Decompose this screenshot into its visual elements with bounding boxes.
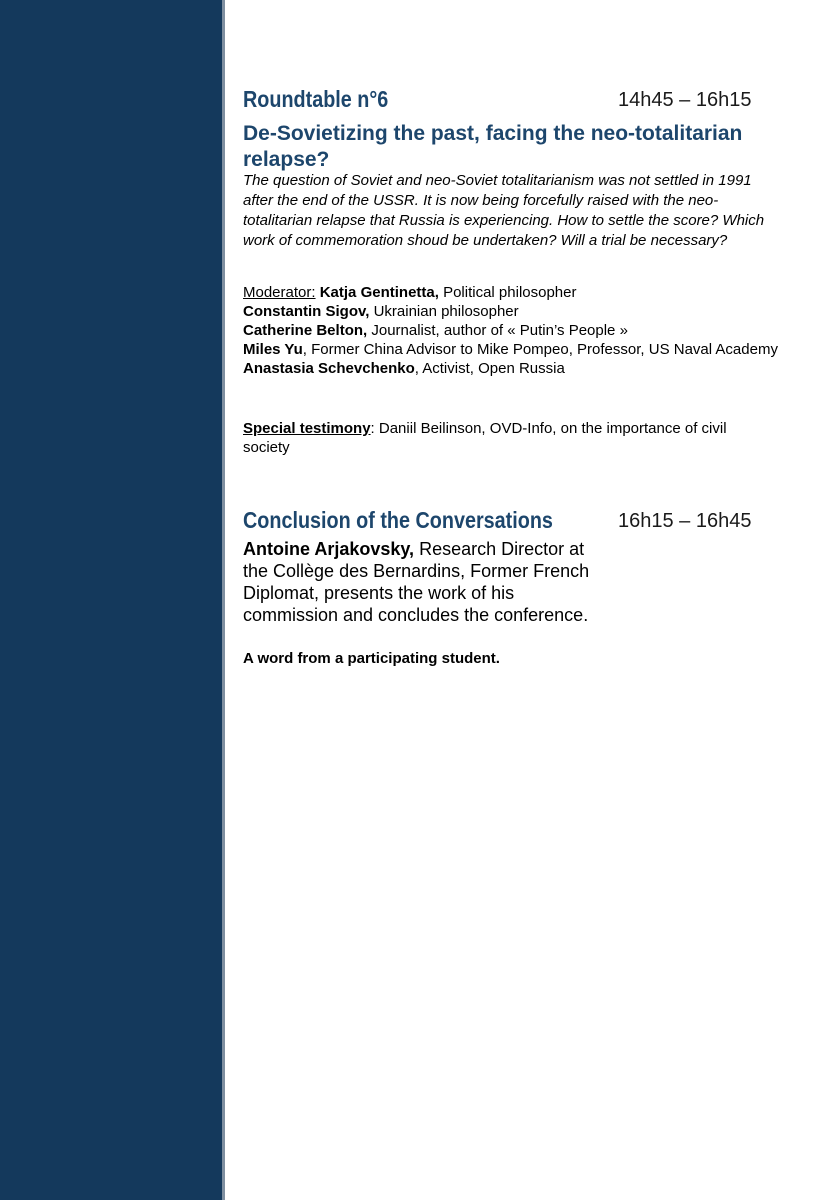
speaker-name: Miles Yu — [243, 341, 303, 358]
speaker-line — [243, 359, 788, 378]
speaker-line — [243, 340, 788, 359]
conclusion-speaker-text: Research Director at the Collège des Bernardins, Former French Diplomat, presents the work of his commission and concludes the conference. — [243, 539, 590, 625]
speaker-role: , Former China Advisor to Mike Pompeo, Professor, US Naval Academy — [302, 341, 778, 358]
conclusion-time: 16h15 – 16h45 — [618, 510, 752, 532]
speaker-name: Anastasia Schevchenko — [243, 360, 415, 377]
conclusion-text — [243, 538, 613, 626]
roundtable-heading: Roundtable n°6 — [243, 86, 389, 112]
sidebar-band — [0, 0, 225, 1200]
speaker-line — [243, 302, 788, 321]
roundtable-title: De-Sovietizing the past, facing the neo-totalitarian relapse? — [243, 122, 743, 171]
speaker-name: Constantin Sigov, — [243, 303, 370, 320]
moderator-line — [243, 283, 788, 302]
moderator-name: Katja Gentinetta, — [319, 284, 439, 301]
speaker-name: Catherine Belton, — [243, 322, 368, 339]
student-note: A word from a participating student. — [243, 650, 500, 667]
speaker-role: Journalist, author of « Putin’s People » — [371, 322, 628, 339]
speaker-role: , Activist, Open Russia — [414, 360, 565, 377]
special-testimony-label: Special testimony — [243, 420, 371, 437]
roundtable-description: The question of Soviet and neo-Soviet totalitarianism was not settled in 1991 after the end of the USSR. It is now being forcefully raised with the neo-totalitarian relapse that Russia is experiencing. How to settle the score? Which work of commemoration shoud be undertaken? Will a trial be necessary? — [243, 172, 765, 249]
participants-list — [243, 283, 788, 378]
moderator-role: Political philosopher — [443, 284, 577, 301]
special-testimony-text: : Daniil Beilinson, OVD-Info, on the importance of civil society — [243, 420, 727, 456]
speaker-role: Ukrainian philosopher — [373, 303, 519, 320]
speaker-line — [243, 321, 788, 340]
special-testimony — [243, 419, 753, 457]
moderator-label: Moderator: — [243, 284, 316, 301]
roundtable-time: 14h45 – 16h15 — [618, 89, 752, 111]
conclusion-speaker-name: Antoine Arjakovsky, — [243, 539, 415, 559]
conclusion-heading: Conclusion of the Conversations — [243, 507, 553, 533]
